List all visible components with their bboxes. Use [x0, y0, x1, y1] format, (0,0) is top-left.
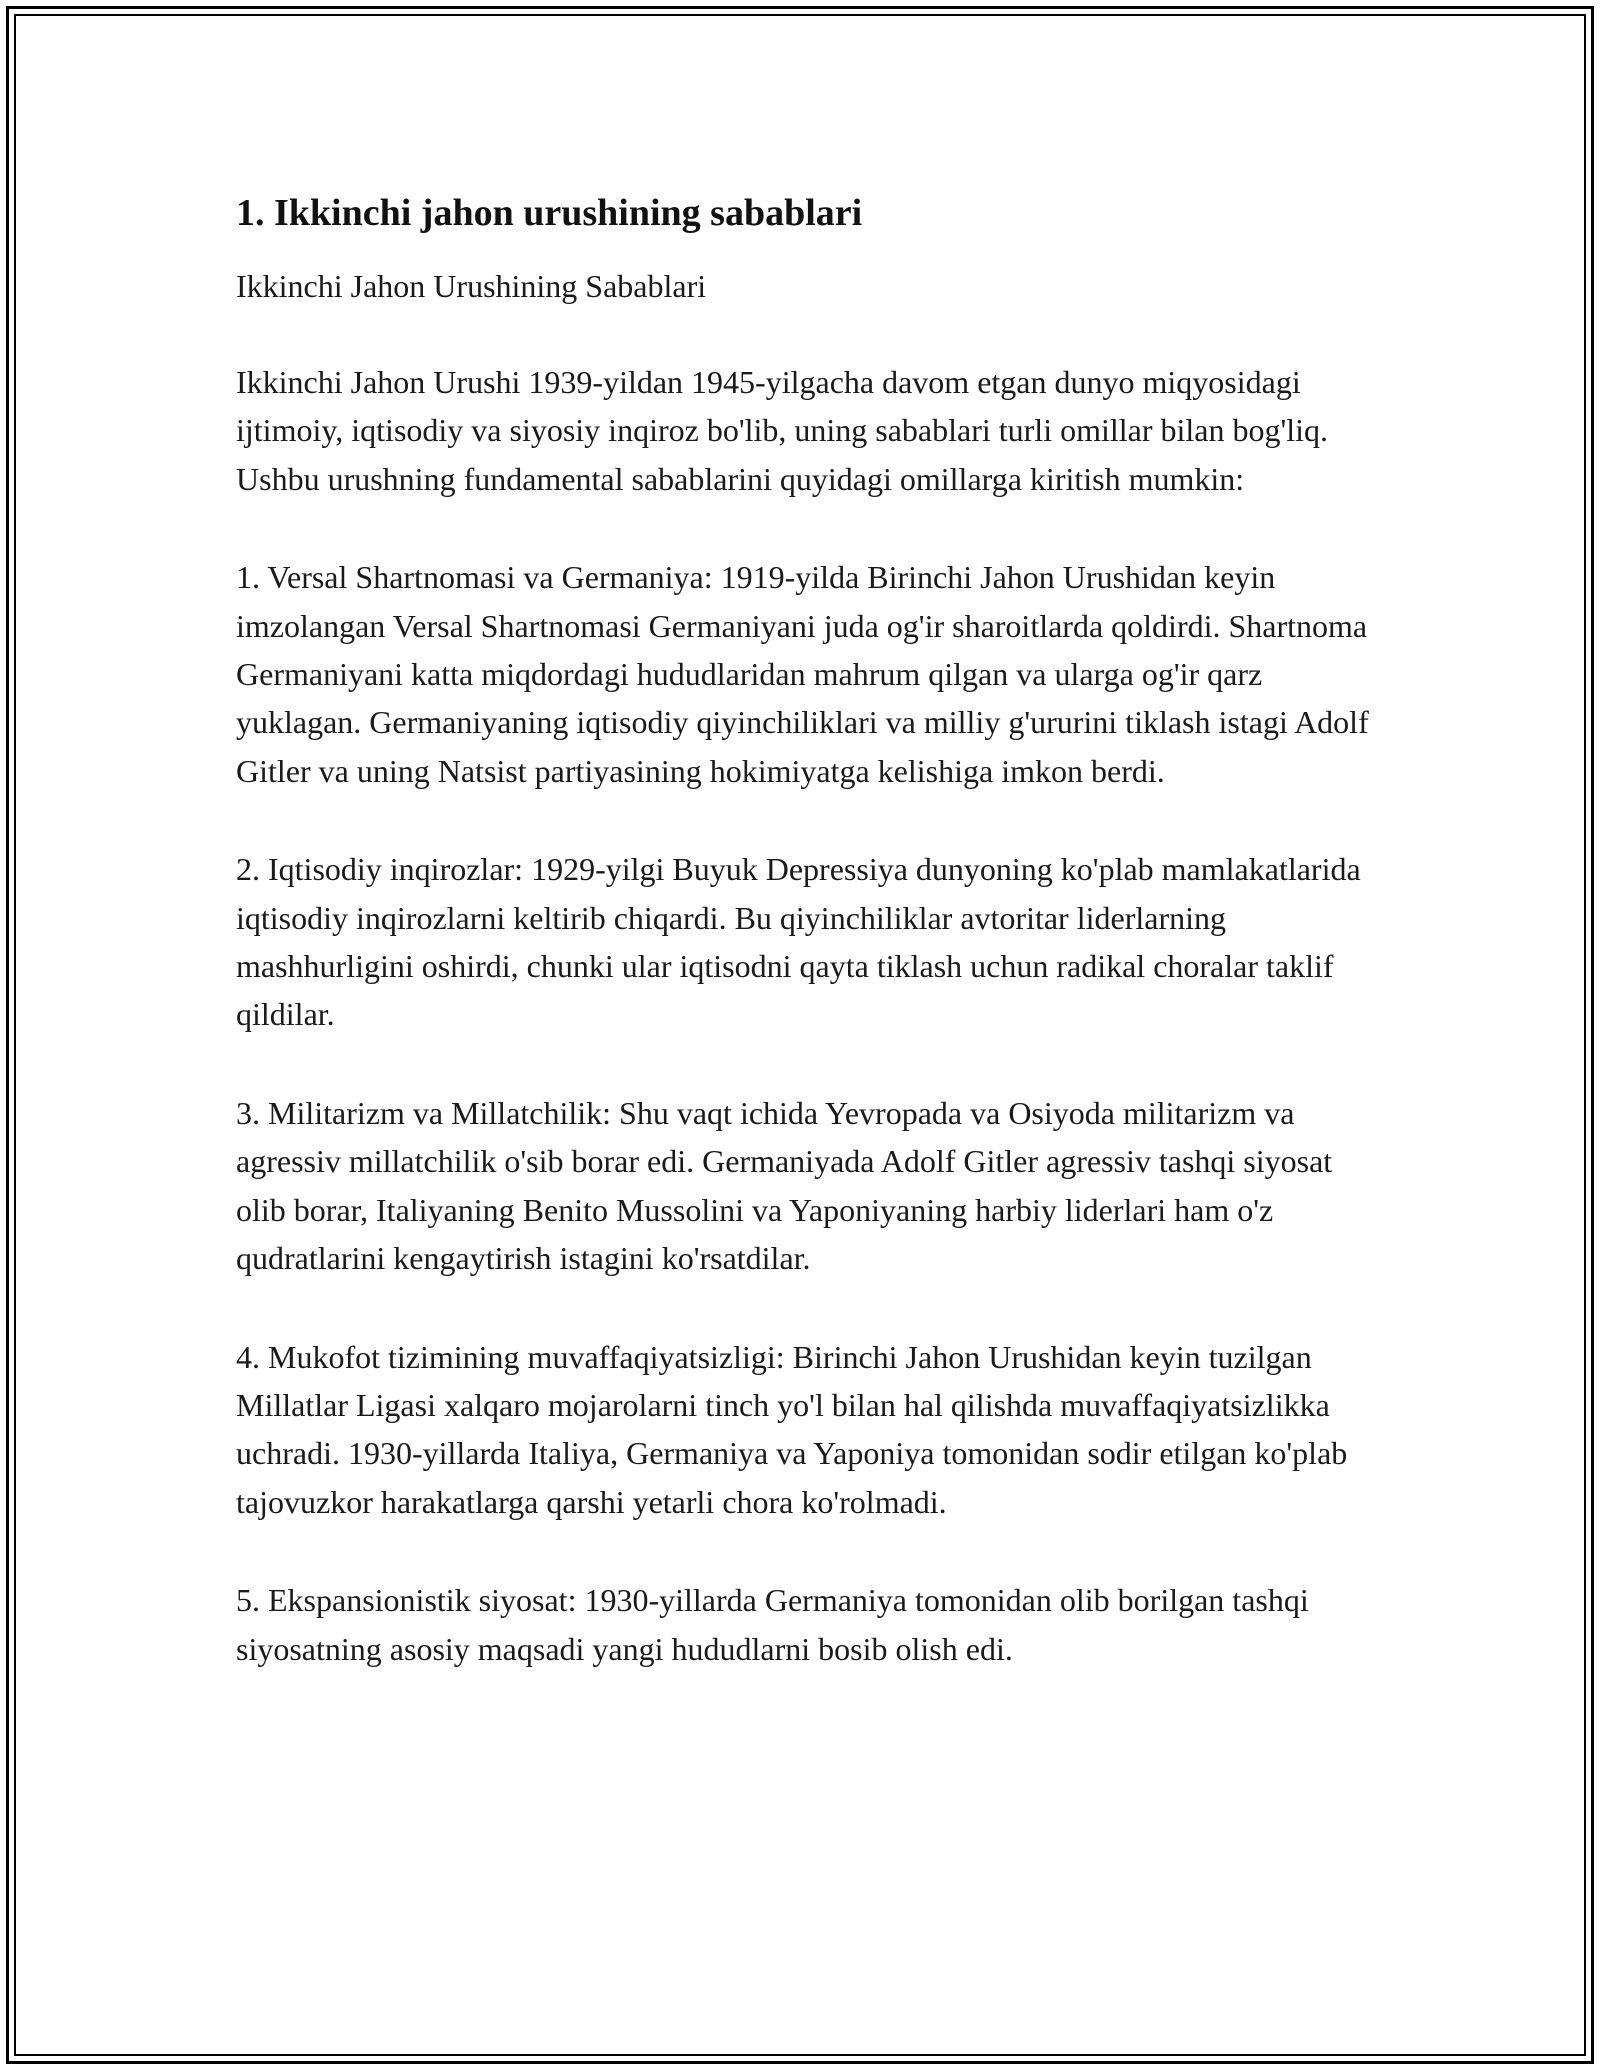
cause-paragraph-5: 5. Ekspansionistik siyosat: 1930-yillarda Germaniya tomonidan olib borilgan tashqi siyosatning asosiy maqsadi yangi hududlarni bosib olish edi. — [236, 1582, 1309, 1667]
document-heading: 1. Ikkinchi jahon urushining sabablari — [236, 192, 863, 234]
document-subtitle: Ikkinchi Jahon Urushining Sabablari — [236, 268, 707, 304]
cause-paragraph-4: 4. Mukofot tizimining muvaffaqiyatsizligi: Birinchi Jahon Urushidan keyin tuzilgan Millatlar Ligasi xalqaro mojarolarni tinch yo'l bilan hal qilishda muvaffaqiyatsizlikka uchradi. 1930-yillarda Italiya, Germaniya va Yaponiya tomonidan sodir etilgan ko'plab tajovuzkor harakatlarga qarshi yetarli chora ko'rolmadi. — [236, 1338, 1348, 1520]
cause-paragraph-1: 1. Versal Shartnomasi va Germaniya: 1919-yilda Birinchi Jahon Urushidan keyin imzolangan Versal Shartnomasi Germaniyani juda og'ir sharoitlarda qoldirdi. Shartnoma Germaniyani katta miqdordagi hududlaridan mahrum qilgan va ularga og'ir qarz yuklagan. Germaniyaning iqtisodiy qiyinchiliklari va milliy g'ururini tiklash istagi Adolf Gitler va uning Natsist partiyasining hokimiyatga kelishiga imkon berdi. — [236, 559, 1369, 789]
document-body — [236, 186, 1371, 1673]
intro-paragraph: Ikkinchi Jahon Urushi 1939-yildan 1945-yilgacha davom etgan dunyo miqyosidagi ijtimoiy, iqtisodiy va siyosiy inqiroz bo'lib, uning sabablari turli omillar bilan bog'liq. Ushbu urushning fundamental sabablarini quyidagi omillarga kiritish mumkin: — [236, 364, 1329, 497]
cause-paragraph-3: 3. Militarizm va Millatchilik: Shu vaqt ichida Yevropada va Osiyoda militarizm va agressiv millatchilik o'sib borar edi. Germaniyada Adolf Gitler agressiv tashqi siyosat olib borar, Italiyaning Benito Mussolini va Yaponiyaning harbiy liderlari ham o'z qudratlarini kengaytirish istagini ko'rsatdilar. — [236, 1094, 1333, 1277]
cause-paragraph-2: 2. Iqtisodiy inqirozlar: 1929-yilgi Buyuk Depressiya dunyoning ko'plab mamlakatlarida iqtisodiy inqirozlarni keltirib chiqardi. Bu qiyinchiliklar avtoritar liderlarning mashhurligini oshirdi, chunki ular iqtisodni qayta tiklash uchun radikal choralar taklif qildilar. — [236, 851, 1361, 1033]
